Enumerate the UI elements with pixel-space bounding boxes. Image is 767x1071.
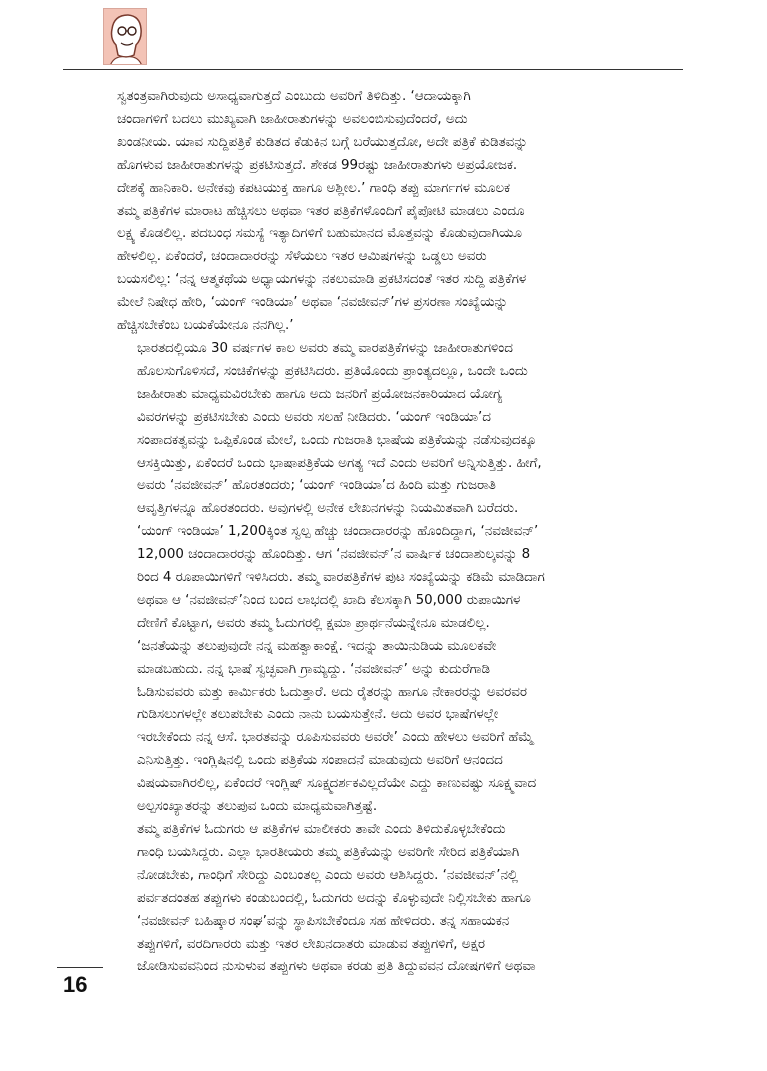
text-line: ಹೊಗಳುವ ಜಾಹೀರಾತುಗಳನ್ನು ಪ್ರಕಟಿಸುತ್ತದೆ. ಶೇಕಡ 99ರಷ್ಟು ಜಾಹೀರಾತುಗಳು ಅಪ್ರಯೋಜಕ.	[117, 157, 518, 173]
text-line: ‘ಯಂಗ್ ಇಂಡಿಯಾ’ 1,200ಕ್ಕಿಂತ ಸ್ವಲ್ಪ ಹೆಚ್ಚು ಚಂದಾದಾರರನ್ನು ಹೊಂದಿದ್ದಾಗ, ‘ನವಜೀವನ್’	[137, 524, 539, 540]
text-line: ದೇಣಿಗೆ ಕೊಟ್ಟಾಗ, ಅವರು ತಮ್ಮ ಓದುಗರಲ್ಲಿ ಕ್ಷಮಾ ಪ್ರಾರ್ಥನೆಯನ್ನೇನೂ ಮಾಡಲಿಲ್ಲ.	[137, 615, 490, 631]
text-line: ತಮ್ಮ ಪತ್ರಿಕೆಗಳ ಮಾರಾಟ ಹೆಚ್ಚಿಸಲು ಅಥವಾ ಇತರ ಪತ್ರಿಕೆಗಳೊಂದಿಗೆ ಪೈಪೋಟಿ ಮಾಡಲು ಎಂದೂ	[117, 203, 525, 219]
text-line: ವಿಷಯವಾಗಿರಲಿಲ್ಲ, ಏಕೆಂದರೆ ಇಂಗ್ಲಿಷ್ ಸೂಕ್ಷ್ಮದರ್ಶಕವಿಲ್ಲದೆಯೇ ಎದ್ದು ಕಾಣುವಷ್ಟು ಸೂಕ್ಷ್ಮವಾದ	[137, 776, 537, 792]
text-line: ‘ಜನತೆಯನ್ನು ತಲುಪುವುದೇ ನನ್ನ ಮಹತ್ವಾಕಾಂಕ್ಷೆ. ಇದನ್ನು ತಾಯಿನುಡಿಯ ಮೂಲಕವೇ	[137, 638, 497, 654]
text-line: ಸಂಪಾದಕತ್ವವನ್ನು ಒಪ್ಪಿಕೊಂಡ ಮೇಲೆ, ಒಂದು ಗುಜರಾತಿ ಭಾಷೆಯ ಪತ್ರಿಕೆಯನ್ನು ನಡೆಸುವುದಕ್ಕೂ	[137, 432, 537, 448]
text-line: ಚಂದಾಗಳಿಗೆ ಬದಲು ಮುಖ್ಯವಾಗಿ ಜಾಹೀರಾತುಗಳನ್ನು ಅವಲಂಬಿಸುವುದೆಂದರೆ, ಅದು	[117, 111, 468, 127]
text-line: ಜಾಹೀರಾತು ಮಾಧ್ಯಮವಿರಬೇಕು ಹಾಗೂ ಅದು ಜನರಿಗೆ ಪ್ರಯೋಜನಕಾರಿಯಾದ ಯೋಗ್ಯ	[137, 386, 503, 402]
paragraph	[117, 819, 683, 979]
text-line: ಆಸಕ್ತಿಯಿತ್ತು, ಏಕೆಂದರೆ ಒಂದು ಭಾಷಾಪತ್ರಿಕೆಯ ಅಗತ್ಯ ಇದೆ ಎಂದು ಅವರಿಗೆ ಅನ್ನಿಸುತ್ತಿತ್ತು. ಹೀಗೆ,	[137, 455, 542, 471]
text-line: ಜೋಡಿಸುವವನಿಂದ ನುಸುಳುವ ತಪ್ಪುಗಳು ಅಥವಾ ಕರಡು ಪ್ರತಿ ತಿದ್ದುವವನ ದೋಷಗಳಿಗೆ ಅಥವಾ	[137, 959, 536, 975]
text-line: ಬಯಸಲಿಲ್ಲ: ‘ನನ್ನ ಆತ್ಮಕಥೆಯ ಅಧ್ಯಾಯಗಳನ್ನು ನಕಲುಮಾಡಿ ಪ್ರಕಟಿಸದಂತೆ ಇತರ ಸುದ್ದಿ ಪತ್ರಿಕೆಗಳ	[117, 272, 527, 288]
text-line: ಗಾಂಧಿ ಬಯಸಿದ್ದರು. ಎಲ್ಲಾ ಭಾರತೀಯರು ತಮ್ಮ ಪತ್ರಿಕೆಯನ್ನು ಅವರಿಗೇ ಸೇರಿದ ಪತ್ರಿಕೆಯಾಗಿ	[137, 844, 520, 860]
gandhi-portrait-svg	[104, 9, 147, 65]
paragraph	[117, 338, 683, 636]
text-line: ತಪ್ಪುಗಳಿಗೆ, ವರದಿಗಾರರು ಮತ್ತು ಇತರ ಲೇಖನದಾತರು ಮಾಡುವ ತಪ್ಪುಗಳಿಗೆ, ಅಕ್ಷರ	[137, 936, 485, 952]
text-line: ‘ನವಜೀವನ್ ಬಹಿಷ್ಕಾರ ಸಂಘ’ವನ್ನು ಸ್ಥಾಪಿಸಬೇಕೆಂದೂ ಸಹ ಹೇಳಿದರು. ತನ್ನ ಸಹಾಯಕನ	[137, 913, 510, 929]
text-line: ಇರಬೇಕೆಂದು ನನ್ನ ಆಸೆ. ಭಾರತವನ್ನು ರೂಪಿಸುವವರು ಅವರೇ’ ಎಂದು ಹೇಳಲು ಅವರಿಗೆ ಹೆಮ್ಮೆ	[137, 730, 534, 746]
text-line: ಪರ್ವತದಂತಹ ತಪ್ಪುಗಳು ಕಂಡುಬಂದಲ್ಲಿ, ಓದುಗರು ಅದನ್ನು ಕೊಳ್ಳುವುದೇ ನಿಲ್ಲಿಸಬೇಕು ಹಾಗೂ	[137, 890, 531, 906]
paragraph	[117, 636, 683, 819]
text-line: ಹೇಳಲಿಲ್ಲ. ಏಕೆಂದರೆ, ಚಂದಾದಾರರನ್ನು ಸೆಳೆಯಲು ಇತರ ಆಮಿಷಗಳನ್ನು ಒಡ್ಡಲು ಅವರು	[117, 249, 487, 265]
text-line: ಎನಿಸುತ್ತಿತ್ತು. ಇಂಗ್ಲಿಷಿನಲ್ಲಿ ಒಂದು ಪತ್ರಿಕೆಯ ಸಂಪಾದನೆ ಮಾಡುವುದು ಅವರಿಗೆ ಆನಂದದ	[137, 753, 503, 769]
footer-rule	[57, 967, 103, 968]
text-line: ಹೊಲಸುಗೊಳಿಸದೆ, ಸಂಚಿಕೆಗಳನ್ನು ಪ್ರಕಟಿಸಿದರು. ಪ್ರತಿಯೊಂದು ಪ್ರಾಂತ್ಯದಲ್ಲೂ, ಒಂದೇ ಒಂದು	[137, 363, 528, 379]
text-line: ಖಂಡನೀಯ. ಯಾವ ಸುದ್ದಿಪತ್ರಿಕೆ ಕುಡಿತದ ಕೆಡುಕಿನ ಬಗ್ಗೆ ಬರೆಯುತ್ತದೋ, ಅದೇ ಪತ್ರಿಕೆ ಕುಡಿತವನ್ನು	[117, 134, 528, 150]
paragraph	[117, 86, 683, 338]
text-line: ವಿವರಗಳನ್ನು ಪ್ರಕಟಿಸಬೇಕು ಎಂದು ಅವರು ಸಲಹೆ ನೀಡಿದರು. ‘ಯಂಗ್ ಇಂಡಿಯಾ’ದ	[137, 409, 491, 425]
text-line: ಭಾರತದಲ್ಲಿಯೂ 30 ವರ್ಷಗಳ ಕಾಲ ಅವರು ತಮ್ಮ ವಾರಪತ್ರಿಕೆಗಳನ್ನು ಜಾಹೀರಾತುಗಳಿಂದ	[137, 340, 513, 356]
text-line: ಮಾಡಬಹುದು. ನನ್ನ ಭಾಷೆ ಸ್ವಚ್ಛವಾಗಿ ಗ್ರಾಮ್ಯದ್ದು. ‘ನವಜೀವನ್’ ಅನ್ನು ಕುದುರೆಗಾಡಿ	[137, 661, 490, 677]
text-line: 12,000 ಚಂದಾದಾರರನ್ನು ಹೊಂದಿತ್ತು. ಆಗ ‘ನವಜೀವನ್’ನ ವಾರ್ಷಿಕ ಚಂದಾಶುಲ್ಕವನ್ನು 8	[137, 547, 531, 563]
text-line: ಓಡಿಸುವವರು ಮತ್ತು ಕಾರ್ಮಿಕರು ಓದುತ್ತಾರೆ. ಅದು ರೈತರನ್ನು ಹಾಗೂ ನೇಕಾರರನ್ನು ಅವರವರ	[137, 684, 527, 700]
text-line: ಆವೃತ್ತಿಗಳನ್ನೂ ಹೊರತಂದರು. ಅವುಗಳಲ್ಲಿ ಅನೇಕ ಲೇಖನಗಳನ್ನು ನಿಯಮಿತವಾಗಿ ಬರೆದರು.	[137, 501, 519, 517]
text-line: ಅಥವಾ ಆ ‘ನವಜೀವನ್’ನಿಂದ ಬಂದ ಲಾಭದಲ್ಲಿ ಖಾದಿ ಕೆಲಸಕ್ಕಾಗಿ 50,000 ರುಪಾಯಿಗಳ	[137, 592, 521, 608]
text-line: ಅಲ್ಪಸಂಖ್ಯಾತರನ್ನು ತಲುಪುವ ಒಂದು ಮಾಧ್ಯಮವಾಗಿತ್ತಷ್ಟೆ.	[137, 799, 378, 815]
text-line: ಗುಡಿಸಲುಗಳಲ್ಲೇ ತಲುಪಬೇಕು ಎಂದು ನಾನು ಬಯಸುತ್ತೇನೆ. ಅದು ಅವರ ಭಾಷೆಗಳಲ್ಲೇ	[137, 707, 499, 723]
text-line: ಲಕ್ಷ್ಯ ಕೊಡಲಿಲ್ಲ. ಪದಬಂಧ ಸಮಸ್ಯೆ ಇತ್ಯಾದಿಗಳಿಗೆ ಬಹುಮಾನದ ಮೊತ್ತವನ್ನು ಕೊಡುವುದಾಗಿಯೂ	[117, 226, 522, 242]
text-line: ಹೆಚ್ಚಿಸಬೇಕೆಂಬ ಬಯಕೆಯೇನೂ ನನಗಿಲ್ಲ.’	[117, 318, 294, 334]
text-line: ರಿಂದ 4 ರೂಪಾಯಿಗಳಿಗೆ ಇಳಿಸಿದರು. ತಮ್ಮ ವಾರಪತ್ರಿಕೆಗಳ ಪುಟ ಸಂಖ್ಯೆಯನ್ನು ಕಡಿಮೆ ಮಾಡಿದಾಗ	[137, 570, 545, 586]
header-rule	[63, 69, 683, 70]
text-line: ದೇಶಕ್ಕೆ ಹಾನಿಕಾರಿ. ಅನೇಕವು ಕಪಟಯುಕ್ತ ಹಾಗೂ ಅಶ್ಲೀಲ.’ ಗಾಂಧಿ ತಪ್ಪು ಮಾರ್ಗಗಳ ಮೂಲಕ	[117, 180, 511, 196]
text-line: ಸ್ವತಂತ್ರವಾಗಿರುವುದು ಅಸಾಧ್ಯವಾಗುತ್ತದೆ ಎಂಬುದು ಅವರಿಗೆ ತಿಳಿದಿತ್ತು. ‘ಆದಾಯಕ್ಕಾಗಿ	[117, 89, 471, 104]
text-line: ಅವರು ‘ನವಜೀವನ್’ ಹೊರತಂದರು; ‘ಯಂಗ್ ಇಂಡಿಯಾ’ದ ಹಿಂದಿ ಮತ್ತು ಗುಜರಾತಿ	[137, 478, 496, 494]
page-number: 16	[63, 972, 88, 997]
text-line: ತಮ್ಮ ಪತ್ರಿಕೆಗಳ ಓದುಗರು ಆ ಪತ್ರಿಕೆಗಳ ಮಾಲೀಕರು ತಾವೇ ಎಂದು ತಿಳಿದುಕೊಳ್ಳಬೇಕೆಂದು	[137, 822, 506, 837]
text-line: ನೋಡಬೇಕು, ಗಾಂಧಿಗೆ ಸೇರಿದ್ದು ಎಂಬಂತಲ್ಲ ಎಂದು ಅವರು ಆಶಿಸಿದ್ದರು. ‘ನವಜೀವನ್’ನಲ್ಲಿ	[137, 867, 519, 883]
text-line: ಮೇಲೆ ನಿಷೇಧ ಹೇರಿ, ‘ಯಂಗ್ ಇಂಡಿಯಾ’ ಅಥವಾ ‘ನವಜೀವನ್’ಗಳ ಪ್ರಸರಣಾ ಸಂಖ್ಯೆಯನ್ನು	[117, 295, 508, 311]
gandhi-portrait-icon	[103, 8, 147, 65]
article-body	[117, 86, 683, 979]
